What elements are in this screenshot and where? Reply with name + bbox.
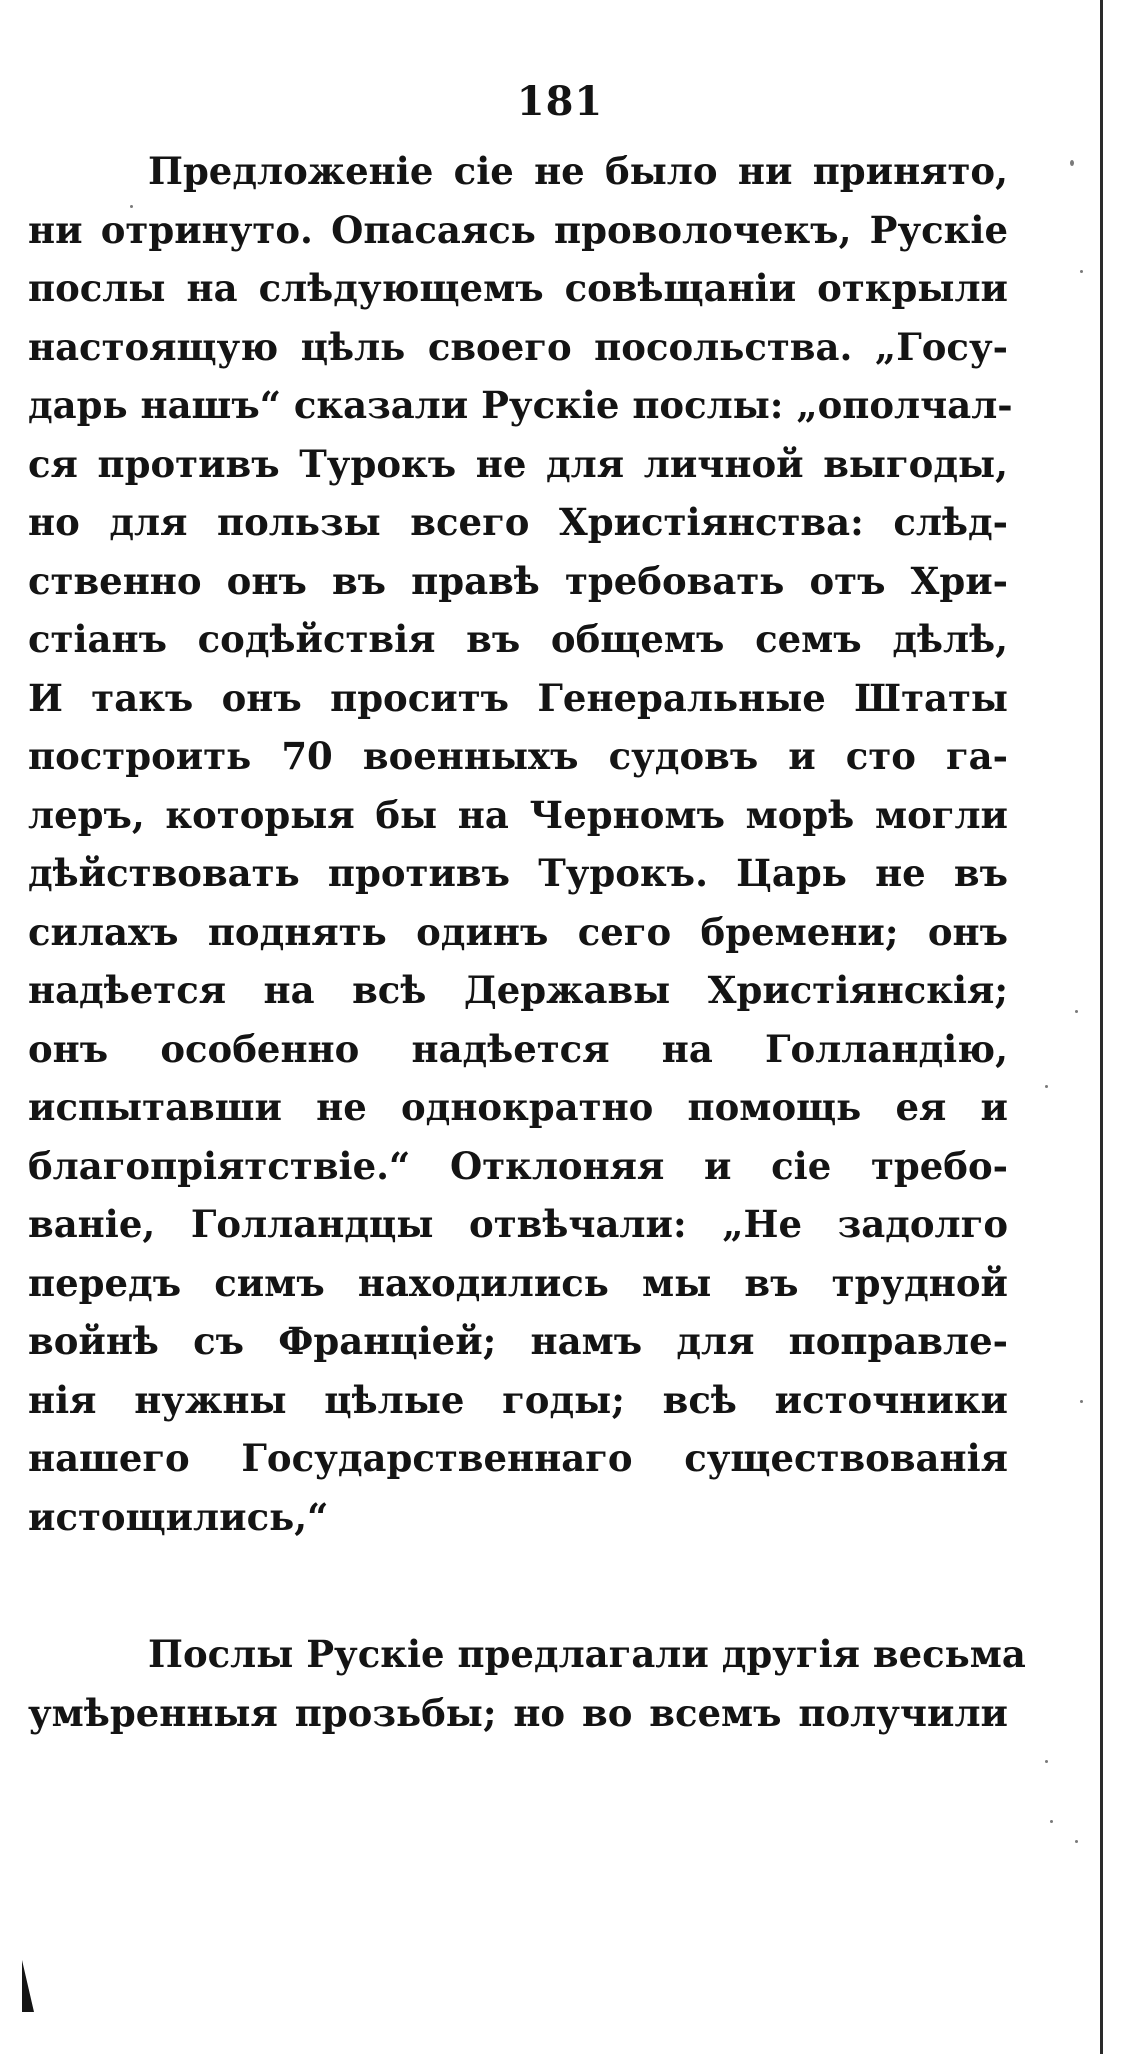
text-line: дѣйствовать противъ Турокъ. Царь не въ <box>28 851 1008 895</box>
paragraph-1 <box>28 142 1013 1546</box>
scan-speck <box>1045 1760 1048 1763</box>
text-line: ственно онъ въ правѣ требовать отъ Хри- <box>28 558 1008 603</box>
text-line: но для пользы всего Христіянства: слѣд- <box>28 500 1008 544</box>
text-line: Предложеніе сіе не было ни принято, <box>148 149 1008 193</box>
scan-speck <box>130 205 133 208</box>
scan-speck <box>1075 1010 1078 1013</box>
text-line: нія нужны цѣлые годы; всѣ источники <box>28 1377 1008 1422</box>
text-line: дарь нашъ“ сказали Рускіе послы: „ополчал- <box>28 383 1013 427</box>
text-line: онъ особенно надѣется на Голландію, <box>28 1026 1008 1071</box>
text-line: надѣется на всѣ Державы Христіянскія; <box>28 968 1008 1012</box>
text-line: ся противъ Турокъ не для личной выгоды, <box>28 441 1008 486</box>
text-line: истощились,“ <box>28 1494 329 1539</box>
text-line: послы на слѣдующемъ совѣщаніи открыли <box>28 266 1008 310</box>
paragraph-2 <box>28 1625 1026 1742</box>
text-line: стіанъ содѣйствія въ общемъ семъ дѣлѣ, <box>28 617 1008 661</box>
scan-speck <box>1050 1820 1053 1823</box>
text-line: леръ, которыя бы на Черномъ морѣ могли <box>28 792 1008 837</box>
text-line: построить 70 военныхъ судовъ и сто га- <box>28 734 1008 778</box>
scan-speck <box>1045 1085 1048 1088</box>
text-line: передъ симъ находились мы въ трудной <box>28 1260 1008 1305</box>
text-line: испытавши не однократно помощь ея и <box>28 1085 1008 1129</box>
text-line: ваніе, Голландцы отвѣчали: „Не задолго <box>28 1202 1008 1246</box>
text-line: настоящую цѣль своего посольства. „Госу- <box>28 324 1008 369</box>
scan-speck <box>1075 1840 1078 1843</box>
page-edge-line <box>1100 0 1103 2054</box>
text-line: войнѣ съ Франціей; намъ для поправле- <box>28 1319 1008 1363</box>
scan-corner-mark <box>22 1960 34 2012</box>
text-line: Послы Рускіе предлагали другія весьма <box>148 1632 1026 1676</box>
scan-speck <box>1080 270 1083 273</box>
text-line: умѣренныя прозьбы; но во всемъ получили <box>28 1690 1008 1735</box>
text-line: силахъ поднять одинъ сего бремени; онъ <box>28 909 1008 954</box>
text-line: нашего Государственнаго существованія <box>28 1436 1008 1480</box>
page-number: 181 <box>516 78 604 125</box>
text-line: ни отринуто. Опасаясь проволочекъ, Рускіе <box>28 207 1008 252</box>
scan-speck <box>1070 160 1074 166</box>
scan-speck <box>1080 1400 1083 1403</box>
text-line: благопріятствіе.“ Отклоняя и сіе требо- <box>28 1143 1008 1188</box>
text-line: И такъ онъ проситъ Генеральные Штаты <box>28 675 1008 720</box>
